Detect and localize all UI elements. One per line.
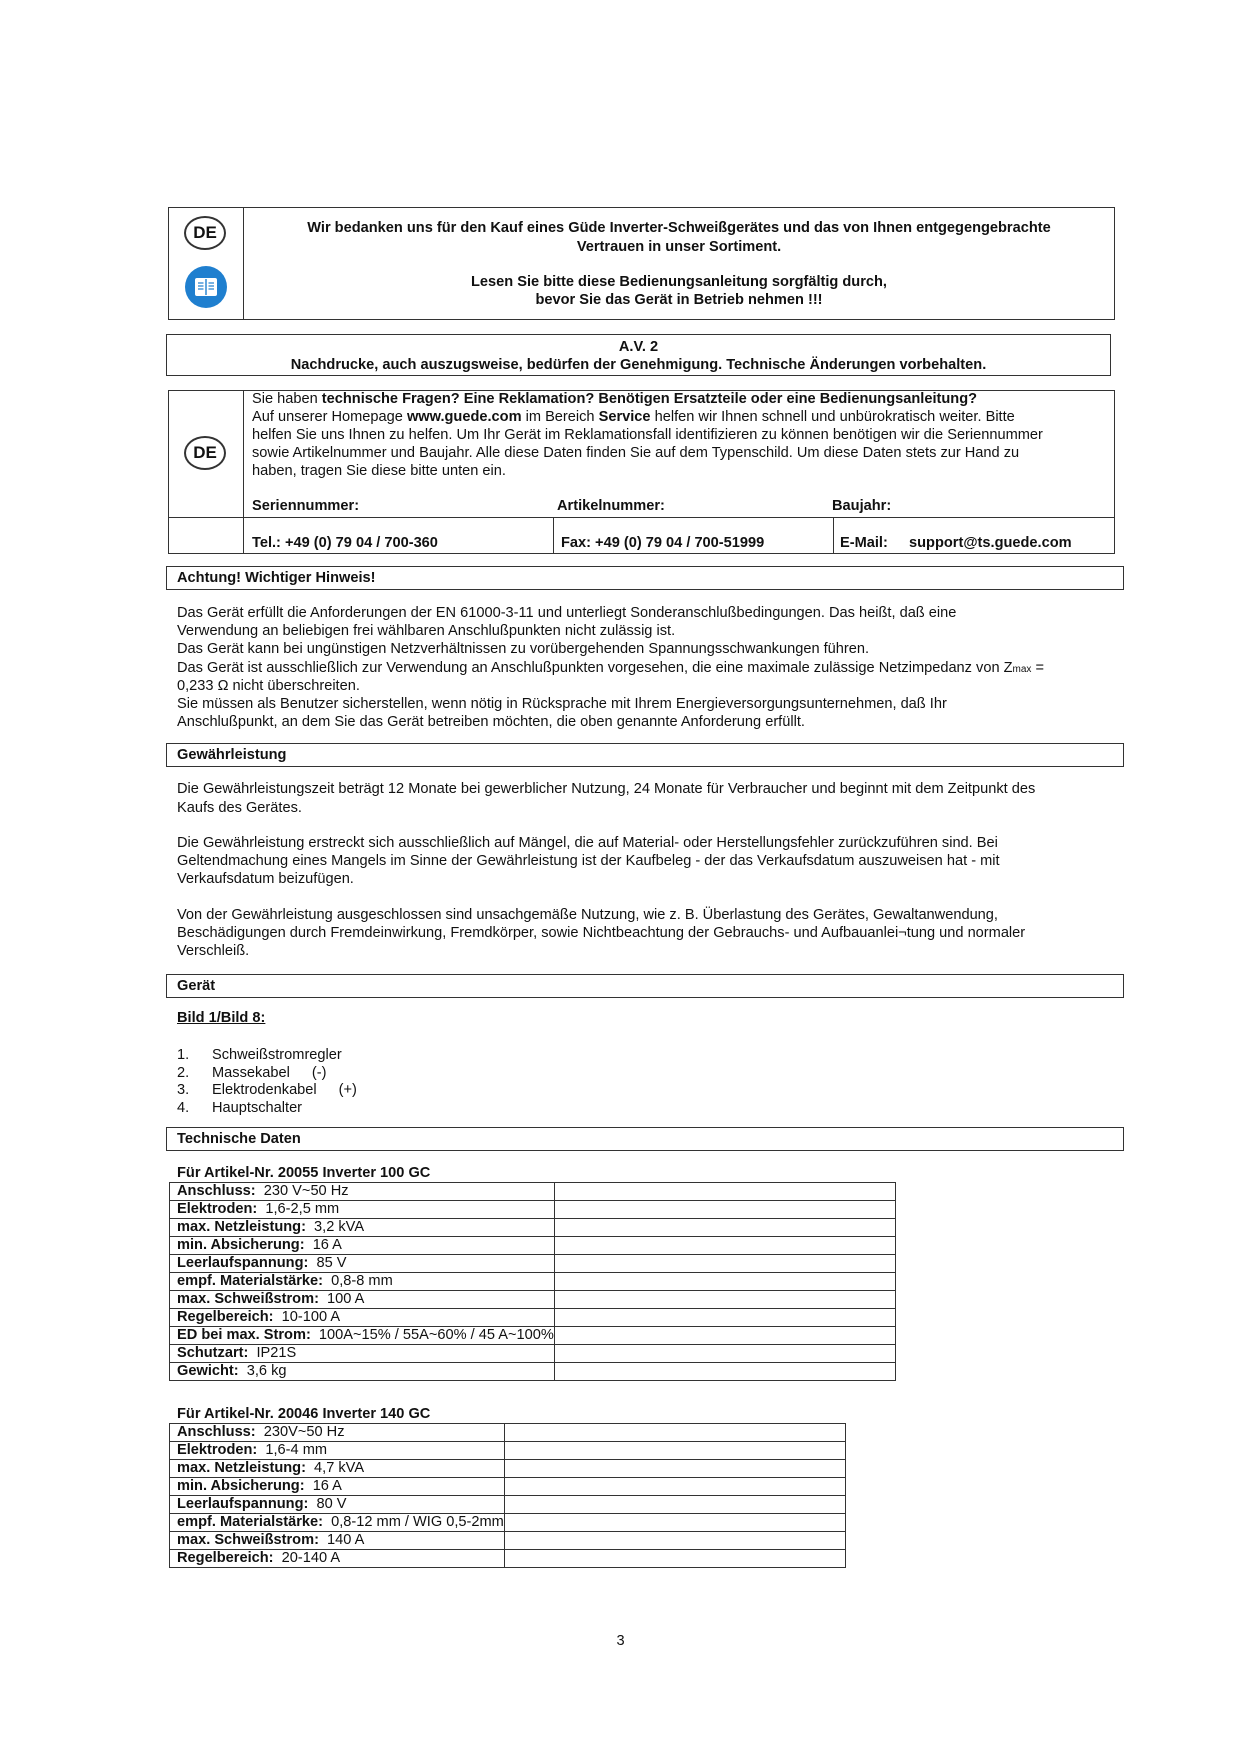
tech-heading: Technische Daten [166,1127,1124,1151]
device-part-name: Schweißstromregler [212,1047,342,1063]
spec-row [170,1201,896,1219]
spec-empty-cell [504,1496,845,1514]
read-line1: Lesen Sie bitte diese Bedienungsanleitung sorgfältig durch, [471,274,887,290]
spec-row [170,1550,846,1568]
spec-empty-cell [554,1273,895,1291]
spec-value: 3,2 kVA [314,1219,365,1235]
language-badge: DE [184,216,226,250]
av-title: A.V. 2 [618,339,659,355]
spec-empty-cell [504,1442,845,1460]
spec-empty-cell [554,1201,895,1219]
spec-empty-cell [554,1291,895,1309]
year-label: Baujahr: [832,498,892,514]
phone: Tel.: +49 (0) 79 04 / 700-360 [252,535,438,551]
av-text: Nachdrucke, auch auszugsweise, bedürfen der Genehmigung. Technische Änderungen vorbehalten. [290,357,987,373]
spec-label: Gewicht: [177,1363,239,1379]
model2-title: Für Artikel-Nr. 20046 Inverter 140 GC [177,1406,431,1422]
spec-label: Elektroden: [177,1442,258,1458]
notice-line1: Das Gerät erfüllt die Anforderungen der EN 61000-3-11 und unterliegt Sonderanschlußbedingungen. Das heißt, daß eine [177,605,957,621]
spec-label: empf. Materialstärke: [177,1273,323,1289]
warranty-b2: Geltendmachung eines Mangels im Sinne der Gewährleistung ist der Kaufbeleg - der das Verkaufsdatum auszuweisen hat - mit [177,853,1000,869]
spec-empty-cell [554,1255,895,1273]
spec-value: 16 A [312,1478,342,1494]
notice-line4: Das Gerät ist ausschließlich zur Verwendung an Anschlußpunkten vorgesehen, die eine maximale zulässige Netzimpedanz von Zmax = [177,660,1045,676]
spec-row [170,1291,896,1309]
spec-label: Regelbereich: [177,1309,274,1325]
warranty-heading: Gewährleistung [166,743,1124,767]
spec-value: 85 V [316,1255,347,1271]
spec-label: Leerlaufspannung: [177,1255,309,1271]
spec-label: Schutzart: [177,1345,249,1361]
device-part-item [177,1099,324,1117]
serial-number-label: Seriennummer: [252,498,360,514]
spec-value: 1,6-2,5 mm [265,1201,340,1217]
spec-empty-cell [504,1532,845,1550]
spec-value: 16 A [312,1237,342,1253]
spec-label: Regelbereich: [177,1550,274,1566]
spec-empty-cell [504,1550,845,1568]
service-line1: Sie haben technische Fragen? Eine Reklamation? Benötigen Ersatzteile oder eine Bedienungsanleitung? [252,391,978,407]
device-part-item [177,1081,357,1099]
notice-line3: Das Gerät kann bei ungünstigen Netzverhältnissen zu vorübergehenden Spannungsschwankungen führen. [177,641,870,657]
spec-table-100gc [169,1182,896,1381]
spec-row [170,1237,896,1255]
service-row-divider [168,517,1115,518]
notice-line5: 0,233 Ω nicht überschreiten. [177,678,360,694]
warranty-b3: Verkaufsdatum beizufügen. [177,871,354,887]
spec-value: 1,6-4 mm [265,1442,328,1458]
read-line2: bevor Sie das Gerät in Betrieb nehmen !!! [535,292,823,308]
device-part-name: Elektrodenkabel [212,1082,317,1098]
spec-value: IP21S [256,1345,297,1361]
spec-empty-cell [504,1460,845,1478]
spec-empty-cell [504,1424,845,1442]
device-part-number: 2. [177,1065,190,1081]
spec-value: 10-100 A [281,1309,341,1325]
spec-row [170,1460,846,1478]
device-part-number: 4. [177,1100,190,1116]
spec-label: max. Netzleistung: [177,1460,306,1476]
service-divider [243,390,244,554]
spec-row [170,1496,846,1514]
spec-row [170,1363,896,1381]
spec-value: 3,6 kg [246,1363,287,1379]
device-part-polarity: (+) [338,1082,357,1098]
spec-empty-cell [554,1237,895,1255]
service-line4: sowie Artikelnummer und Baujahr. Alle diese Daten finden Sie auf dem Typenschild. Um diese Daten stets zur Hand zu [252,445,1020,461]
spec-empty-cell [504,1478,845,1496]
spec-empty-cell [554,1183,895,1201]
spec-label: min. Absicherung: [177,1237,305,1253]
service-line5: haben, tragen Sie diese bitte unten ein. [252,463,506,479]
model1-title: Für Artikel-Nr. 20055 Inverter 100 GC [177,1165,431,1181]
spec-row [170,1478,846,1496]
spec-row [170,1514,846,1532]
device-part-number: 1. [177,1047,190,1063]
thanks-line2: Vertrauen in unser Sortiment. [576,239,782,255]
device-part-name: Massekabel [212,1065,290,1081]
language-badge-service: DE [184,436,226,470]
spec-empty-cell [554,1219,895,1237]
notice-line6: Sie müssen als Benutzer sicherstellen, wenn nötig in Rücksprache mit Ihrem Energieversorgungsunternehmen, daß Ihr [177,696,947,712]
spec-table-140gc [169,1423,846,1568]
spec-empty-cell [504,1514,845,1532]
spec-value: 140 A [327,1532,365,1548]
device-part-item [177,1046,364,1064]
email-link[interactable]: support@ts.guede.com [909,535,1072,551]
device-heading: Gerät [166,974,1124,998]
page-number: 3 [616,1633,625,1649]
spec-label: ED bei max. Strom: [177,1327,311,1343]
service-line2: Auf unserer Homepage www.guede.com im Bereich Service helfen wir Ihnen schnell und unbürokratisch weiter. Bitte [252,409,1015,425]
spec-label: Leerlaufspannung: [177,1496,309,1512]
spec-empty-cell [554,1363,895,1381]
device-part-item [177,1064,326,1082]
spec-label: Anschluss: [177,1424,256,1440]
spec-label: max. Netzleistung: [177,1219,306,1235]
email-label: E-Mail: [840,535,888,551]
manual-book-icon [185,266,227,308]
device-part-name: Hauptschalter [212,1100,303,1116]
notice-line2: Verwendung an beliebigen frei wählbaren Anschlußpunkten nicht zulässig ist. [177,623,676,639]
spec-empty-cell [554,1345,895,1363]
spec-row [170,1442,846,1460]
spec-value: 0,8-8 mm [331,1273,393,1289]
spec-label: max. Schweißstrom: [177,1291,319,1307]
spec-row [170,1255,896,1273]
spec-label: empf. Materialstärke: [177,1514,323,1530]
spec-label: max. Schweißstrom: [177,1532,319,1548]
spec-row [170,1309,896,1327]
spec-row [170,1273,896,1291]
book-icon [193,276,219,298]
spec-value: 100 A [327,1291,365,1307]
thanks-line1: Wir bedanken uns für den Kauf eines Güde Inverter-Schweißgerätes und das von Ihnen entgegengebrachte [307,220,1051,236]
spec-label: min. Absicherung: [177,1478,305,1494]
spec-label: Anschluss: [177,1183,256,1199]
spec-value: 100A~15% / 55A~60% / 45 A~100% [318,1327,554,1343]
device-part-polarity: (-) [311,1065,327,1081]
article-number-label: Artikelnummer: [557,498,665,514]
spec-row [170,1532,846,1550]
service-line3: helfen Sie uns Ihnen zu helfen. Um Ihr Gerät im Reklamationsfall identifizieren zu können benötigen wir die Seriennummer [252,427,1043,443]
spec-label: Elektroden: [177,1201,258,1217]
homepage-link[interactable]: www.guede.com [406,409,522,425]
spec-row [170,1219,896,1237]
fax: Fax: +49 (0) 79 04 / 700-51999 [561,535,765,551]
spec-row [170,1327,896,1345]
warranty-b1: Die Gewährleistung erstreckt sich ausschließlich auf Mängel, die auf Material- oder Herstellungsfehler zurückzuführen sind. Bei [177,835,998,851]
warranty-c1: Von der Gewährleistung ausgeschlossen sind unsachgemäße Nutzung, wie z. B. Überlastung des Gerätes, Gewaltanwendung, [177,907,998,923]
spec-value: 4,7 kVA [314,1460,365,1476]
warranty-a2: Kaufs des Gerätes. [177,800,302,816]
spec-value: 230 V~50 Hz [263,1183,349,1199]
notice-heading: Achtung! Wichtiger Hinweis! [166,566,1124,590]
spec-row [170,1345,896,1363]
notice-line7: Anschlußpunkt, an dem Sie das Gerät betreiben möchten, die oben genannte Anforderung erfüllt. [177,714,805,730]
spec-value: 0,8-12 mm / WIG 0,5-2mm [331,1514,504,1530]
spec-value: 20-140 A [281,1550,341,1566]
device-part-number: 3. [177,1082,190,1098]
warranty-c3: Verschleiß. [177,943,250,959]
service-col-divider-1 [553,517,554,554]
spec-row [170,1183,896,1201]
spec-empty-cell [554,1327,895,1345]
spec-empty-cell [554,1309,895,1327]
spec-value: 80 V [316,1496,347,1512]
spec-row [170,1424,846,1442]
warranty-a1: Die Gewährleistungszeit beträgt 12 Monate bei gewerblicher Nutzung, 24 Monate für Verbraucher und beginnt mit dem Zeitpunkt des [177,781,1036,797]
service-col-divider-2 [833,517,834,554]
device-subtitle: Bild 1/Bild 8: [177,1010,266,1026]
spec-value: 230V~50 Hz [263,1424,345,1440]
warranty-c2: Beschädigungen durch Fremdeinwirkung, Fremdkörper, sowie Nichtbeachtung der Gebrauchs- und Aufbauanlei¬tung und normaler [177,925,1026,941]
